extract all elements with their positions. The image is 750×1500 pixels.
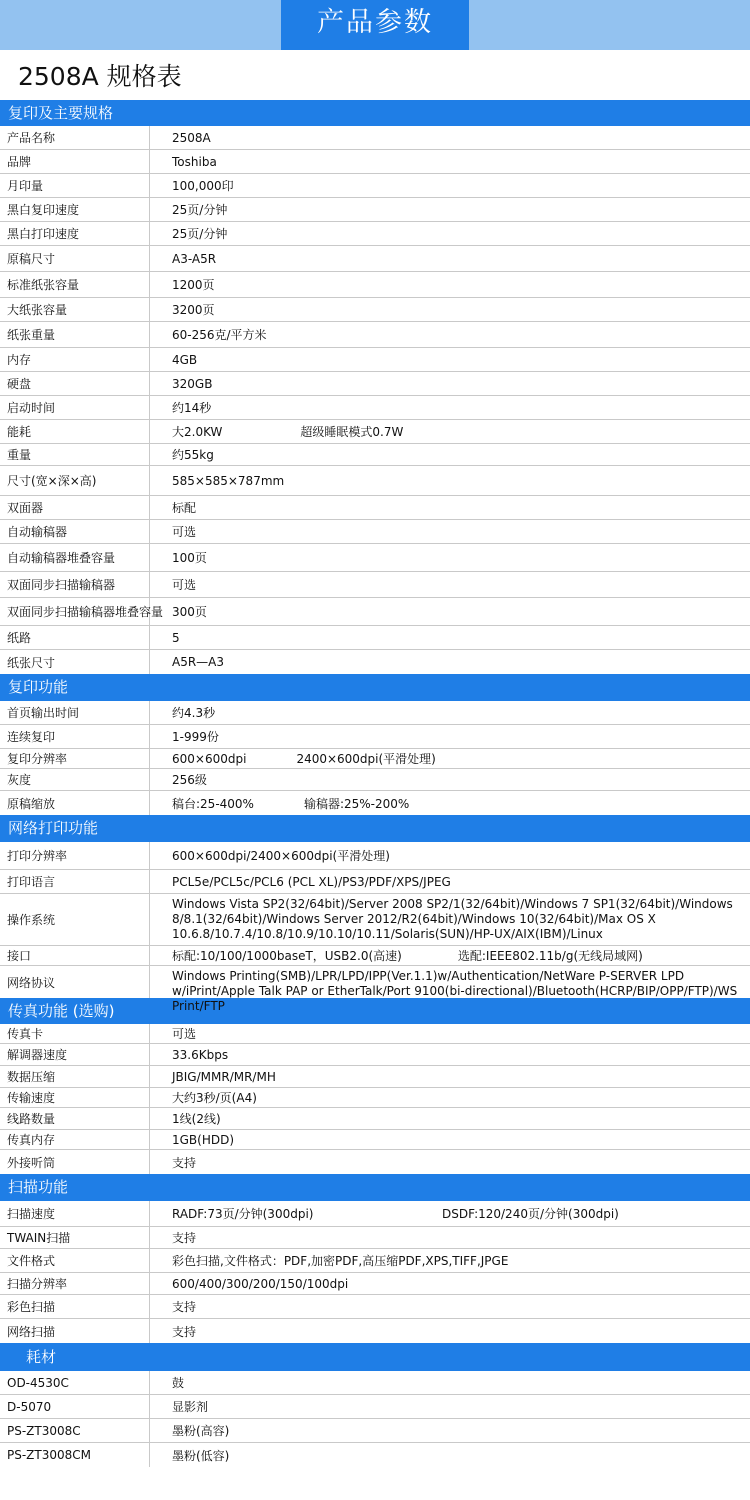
value-text: 600/400/300/200/150/100dpi [172, 1276, 349, 1291]
table-row [0, 322, 750, 348]
table-row [0, 870, 750, 894]
value-text-secondary: 2400×600dpi(平滑处理) [296, 752, 436, 766]
value-text: 300页 [172, 605, 207, 619]
row-label: 打印语言 [0, 870, 150, 893]
table-row [0, 598, 750, 626]
spec-table [0, 100, 750, 1467]
row-label: 首页输出时间 [0, 701, 150, 724]
row-label: 启动时间 [0, 396, 150, 419]
table-row [0, 272, 750, 298]
table-row [0, 894, 750, 946]
table-row [0, 348, 750, 372]
value-text-secondary: DSDF:120/240页/分钟(300dpi) [442, 1207, 619, 1221]
value-text: 约55kg [172, 448, 214, 462]
row-label: 原稿尺寸 [0, 246, 150, 271]
row-label: 网络协议 [0, 966, 150, 998]
table-row [0, 496, 750, 520]
row-label: 传真卡 [0, 1024, 150, 1043]
value-text: 彩色扫描,文件格式：PDF,加密PDF,高压缩PDF,XPS,TIFF,JPGE [172, 1254, 509, 1268]
row-value [150, 1371, 750, 1394]
value-text: 33.6Kbps [172, 1047, 229, 1062]
row-value [150, 725, 750, 748]
row-value [150, 420, 750, 443]
table-row [0, 749, 750, 769]
row-label: 品牌 [0, 150, 150, 173]
value-text: 600×600dpi [172, 751, 247, 766]
section-rows [0, 701, 750, 815]
table-row [0, 650, 750, 674]
row-value [150, 246, 750, 271]
table-row [0, 1249, 750, 1273]
row-value [150, 701, 750, 724]
row-label: 标准纸张容量 [0, 272, 150, 297]
table-row [0, 1395, 750, 1419]
section-header: 网络打印功能 [0, 815, 750, 842]
row-value [150, 791, 750, 815]
row-label: PS-ZT3008C [0, 1419, 150, 1442]
value-text: JBIG/MMR/MR/MH [172, 1069, 276, 1084]
row-value [150, 749, 750, 768]
value-text: 1线(2线) [172, 1112, 221, 1126]
value-text: 标配 [172, 501, 197, 515]
row-label: 文件格式 [0, 1249, 150, 1272]
row-value [150, 966, 750, 1013]
value-text: 鼓 [172, 1376, 185, 1390]
row-value [150, 1227, 750, 1248]
table-row [0, 701, 750, 725]
table-row [0, 725, 750, 749]
row-value [150, 1044, 750, 1065]
table-row [0, 1201, 750, 1227]
row-label: 传输速度 [0, 1088, 150, 1107]
row-value [150, 298, 750, 321]
row-value [150, 650, 750, 674]
row-value [150, 1150, 750, 1174]
section-header: 传真功能 (选购) [0, 998, 750, 1024]
table-row [0, 126, 750, 150]
row-label: TWAIN扫描 [0, 1227, 150, 1248]
table-row [0, 174, 750, 198]
value-text: PCL5e/PCL5c/PCL6 (PCL XL)/PS3/PDF/XPS/JPEG [172, 874, 451, 889]
row-label: PS-ZT3008CM [0, 1443, 150, 1467]
row-label: 自动输稿器堆叠容量 [0, 544, 150, 571]
row-label: 数据压缩 [0, 1066, 150, 1087]
section-rows [0, 1371, 750, 1467]
row-label: 网络扫描 [0, 1319, 150, 1343]
row-value [150, 598, 750, 625]
row-value [150, 520, 750, 543]
table-row [0, 246, 750, 272]
row-label: 双面器 [0, 496, 150, 519]
table-row [0, 372, 750, 396]
row-value [150, 1443, 750, 1467]
value-text: 约4.3秒 [172, 706, 216, 720]
row-value [150, 348, 750, 371]
banner-title: 产品参数 [281, 0, 469, 50]
row-value [150, 126, 750, 149]
value-text-secondary: 超级睡眠模式0.7W [300, 425, 404, 439]
table-row [0, 946, 750, 966]
value-text-secondary: 输稿器:25%-200% [303, 796, 410, 811]
table-row [0, 396, 750, 420]
value-text: 显影剂 [172, 1400, 209, 1414]
table-row [0, 1227, 750, 1249]
row-value [150, 842, 750, 869]
value-text: 约14秒 [172, 401, 212, 415]
row-label: 扫描速度 [0, 1201, 150, 1226]
row-label: 彩色扫描 [0, 1295, 150, 1318]
section-rows [0, 1024, 750, 1174]
section-rows [0, 126, 750, 674]
value-text: 3200页 [172, 303, 215, 317]
row-label: 线路数量 [0, 1108, 150, 1129]
table-row [0, 1319, 750, 1343]
value-text: 320GB [172, 376, 213, 391]
row-value [150, 372, 750, 395]
row-value [150, 1088, 750, 1107]
value-text: 可选 [172, 578, 197, 592]
row-label: 灰度 [0, 769, 150, 790]
table-row [0, 1443, 750, 1467]
value-text: 支持 [172, 1300, 197, 1314]
table-row [0, 572, 750, 598]
table-row [0, 1150, 750, 1174]
section-header: 复印及主要规格 [0, 100, 750, 126]
row-value [150, 769, 750, 790]
table-row [0, 1371, 750, 1395]
row-label: 接口 [0, 946, 150, 965]
row-value [150, 1295, 750, 1318]
row-label: 黑白打印速度 [0, 222, 150, 245]
section-header: 耗材 [0, 1343, 750, 1371]
row-value [150, 1066, 750, 1087]
row-value [150, 1024, 750, 1043]
row-value [150, 1201, 750, 1226]
value-text: Windows Printing(SMB)/LPR/LPD/IPP(Ver.1.1)w/Authentication/NetWare P-SERVER LPD w/iPrint/Apple Talk PAP or EtherTalk/Port 9100(bi-directional)/Bluetooth(HCRP/BIP/OPP/FTP)/WS Print/FTP [172, 969, 738, 1013]
row-label: 连续复印 [0, 725, 150, 748]
top-banner [0, 0, 750, 50]
table-row [0, 842, 750, 870]
row-value [150, 198, 750, 221]
row-value [150, 222, 750, 245]
table-row [0, 769, 750, 791]
row-label: 解调器速度 [0, 1044, 150, 1065]
row-value [150, 544, 750, 571]
table-row [0, 544, 750, 572]
row-label: 原稿缩放 [0, 791, 150, 815]
row-label: 内存 [0, 348, 150, 371]
table-row [0, 1273, 750, 1295]
row-value [150, 1249, 750, 1272]
row-label: 产品名称 [0, 126, 150, 149]
value-text: 可选 [172, 525, 197, 539]
row-value [150, 946, 750, 965]
row-value [150, 1419, 750, 1442]
row-value [150, 870, 750, 893]
value-text: 1-999份 [172, 730, 219, 744]
table-row [0, 150, 750, 174]
table-row [0, 222, 750, 246]
row-label: 复印分辨率 [0, 749, 150, 768]
table-row [0, 791, 750, 815]
value-text: 稿台:25-400% [172, 796, 254, 811]
row-value [150, 444, 750, 465]
table-row [0, 298, 750, 322]
value-text: Toshiba [172, 154, 217, 169]
row-value [150, 894, 750, 945]
value-text: 大2.0KW [172, 425, 223, 439]
row-label: 自动输稿器 [0, 520, 150, 543]
row-label: 传真内存 [0, 1130, 150, 1149]
row-value [150, 150, 750, 173]
value-text: 标配:10/100/1000baseT，USB2.0(高速) [172, 949, 402, 963]
table-row [0, 626, 750, 650]
document-title: 2508A 规格表 [18, 62, 182, 91]
table-row [0, 444, 750, 466]
value-text-secondary: 选配:IEEE802.11b/g(无线局域网) [457, 949, 643, 963]
value-text: 1200页 [172, 278, 215, 292]
row-value [150, 466, 750, 495]
table-row [0, 1130, 750, 1150]
row-value [150, 496, 750, 519]
value-text: 支持 [172, 1155, 197, 1170]
value-text: 可选 [172, 1027, 197, 1041]
row-label: 外接听筒 [0, 1150, 150, 1174]
value-text: 支持 [172, 1324, 197, 1339]
row-label: 纸路 [0, 626, 150, 649]
row-label: D-5070 [0, 1395, 150, 1418]
row-label: 大纸张容量 [0, 298, 150, 321]
table-row [0, 198, 750, 222]
table-row [0, 1066, 750, 1088]
value-text: 585×585×787mm [172, 473, 285, 488]
row-label: 月印量 [0, 174, 150, 197]
row-value [150, 322, 750, 347]
table-row [0, 1108, 750, 1130]
row-label: 纸张尺寸 [0, 650, 150, 674]
row-value [150, 396, 750, 419]
table-row [0, 1419, 750, 1443]
row-label: OD-4530C [0, 1371, 150, 1394]
value-text: 25页/分钟 [172, 203, 228, 217]
row-value [150, 174, 750, 197]
row-label: 硬盘 [0, 372, 150, 395]
value-text: 600×600dpi/2400×600dpi(平滑处理) [172, 849, 390, 863]
row-label: 操作系统 [0, 894, 150, 945]
row-label: 尺寸(宽×深×高) [0, 466, 150, 495]
row-label: 纸张重量 [0, 322, 150, 347]
table-row [0, 420, 750, 444]
value-text: 60-256克/平方米 [172, 328, 267, 342]
value-text: 100页 [172, 551, 207, 565]
table-row [0, 1088, 750, 1108]
section-header: 复印功能 [0, 674, 750, 701]
row-value [150, 272, 750, 297]
row-label: 双面同步扫描输稿器 [0, 572, 150, 597]
section-header: 扫描功能 [0, 1174, 750, 1201]
value-text: 5 [172, 630, 180, 645]
section-rows [0, 1201, 750, 1343]
value-text: 墨粉(高容) [172, 1424, 230, 1438]
row-label: 扫描分辨率 [0, 1273, 150, 1294]
table-row [0, 1295, 750, 1319]
table-row [0, 1044, 750, 1066]
table-row [0, 520, 750, 544]
value-text: Windows Vista SP2(32/64bit)/Server 2008 SP2/1(32/64bit)/Windows 7 SP1(32/64bit)/Windows 8/8.1(32/64bit)/Windows Server 2012/R2(64bit)/Windows 10(32/64bit)/Max OS X 10.6.8/10.7.4/10.8/10.9/10.10/10.11/Solaris(SUN)/HP-UX/AIX(IBM)/Linux [172, 897, 733, 941]
row-value [150, 1395, 750, 1418]
value-text: 大约3秒/页(A4) [172, 1091, 257, 1105]
value-text: A5R—A3 [172, 655, 225, 669]
row-value [150, 1319, 750, 1343]
value-text: 25页/分钟 [172, 227, 228, 241]
value-text: 1GB(HDD) [172, 1132, 235, 1147]
value-text: A3-A5R [172, 251, 217, 266]
table-row [0, 1024, 750, 1044]
row-value [150, 1130, 750, 1149]
table-row [0, 466, 750, 496]
row-label: 能耗 [0, 420, 150, 443]
value-text: 4GB [172, 352, 198, 367]
value-text: RADF:73页/分钟(300dpi) [172, 1207, 314, 1221]
row-label: 重量 [0, 444, 150, 465]
row-label: 黑白复印速度 [0, 198, 150, 221]
row-value [150, 1273, 750, 1294]
value-text: 墨粉(低容) [172, 1448, 230, 1463]
value-text: 支持 [172, 1231, 197, 1245]
row-label: 打印分辨率 [0, 842, 150, 869]
row-label: 双面同步扫描输稿器堆叠容量 [0, 598, 150, 625]
row-value [150, 1108, 750, 1129]
value-text: 2508A [172, 130, 211, 145]
row-value [150, 626, 750, 649]
value-text: 100,000印 [172, 179, 234, 193]
row-value [150, 572, 750, 597]
value-text: 256级 [172, 773, 207, 787]
